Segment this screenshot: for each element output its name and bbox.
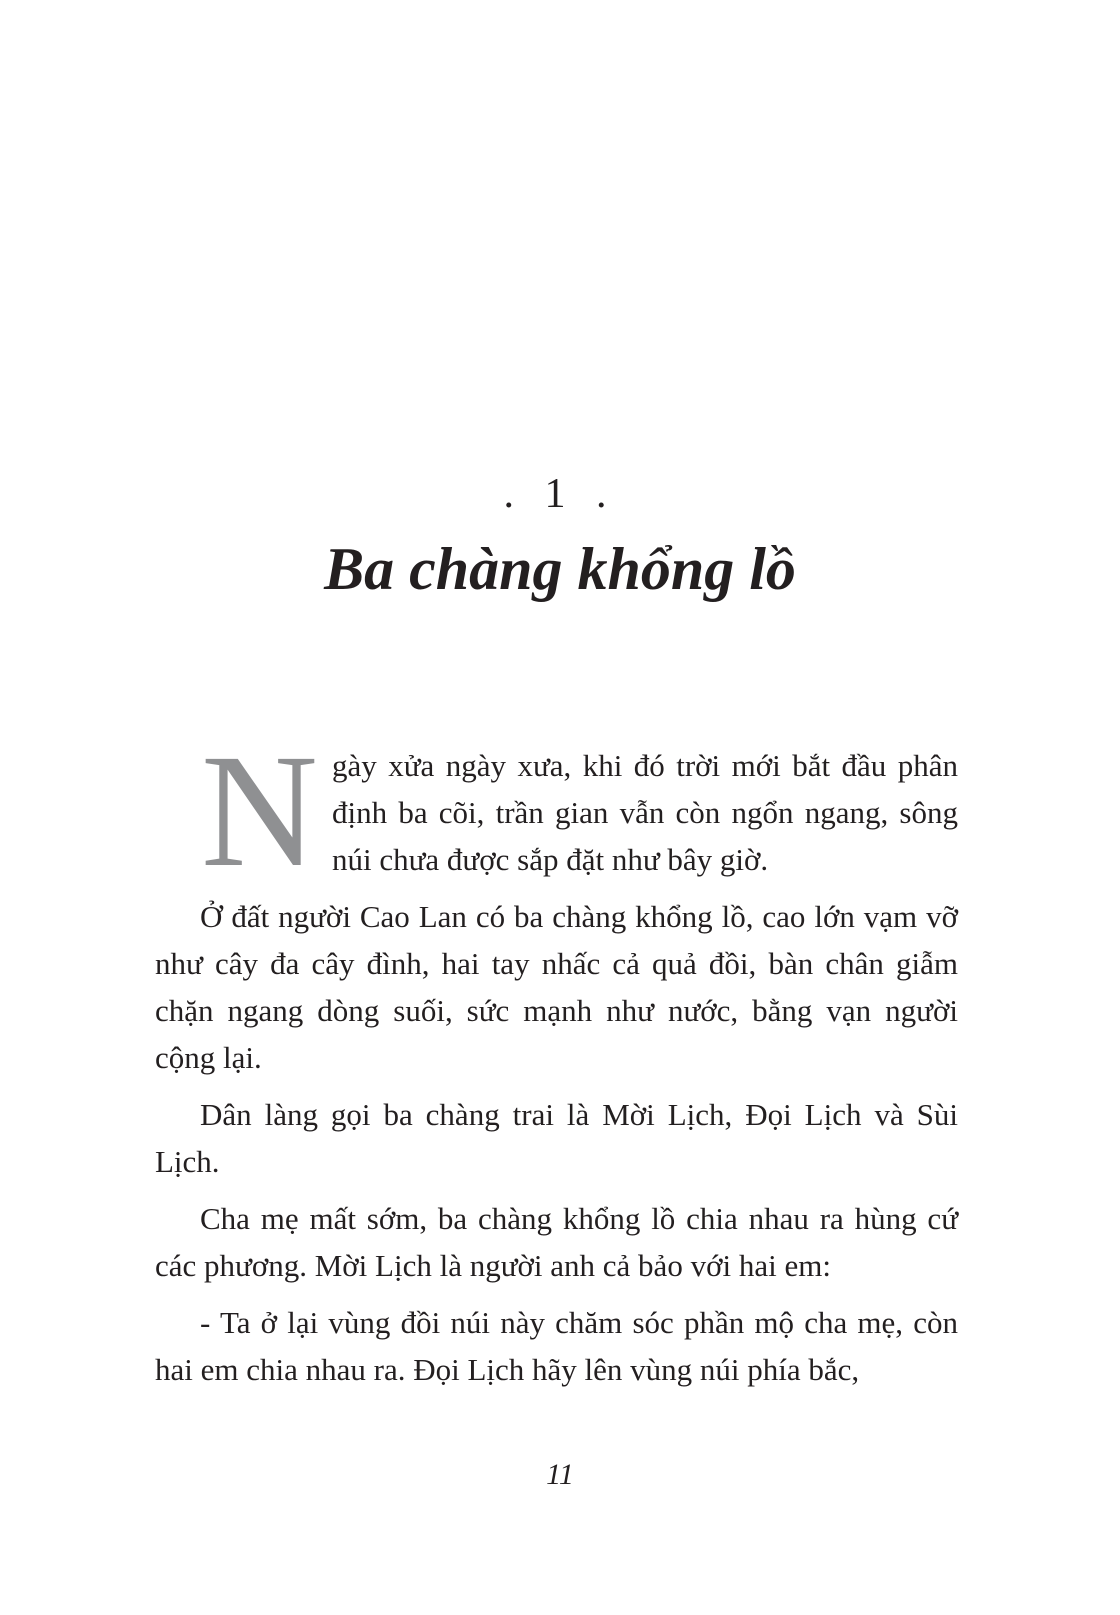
paragraph-2: Ở đất người Cao Lan có ba chàng khổng lồ, cao lớn vạm vỡ như cây đa cây đình, hai tay nhấc cả quả đồi, bàn chân giẫm chặn ngang dòng suối, sức mạnh như nước, bằng vạn người cộng lại. <box>155 899 958 1075</box>
body-text <box>155 722 958 1403</box>
paragraph-3: Dân làng gọi ba chàng trai là Mời Lịch, Đọi Lịch và Sùi Lịch. <box>155 1097 958 1179</box>
chapter-number: . 1 . <box>503 471 617 517</box>
paragraph-1 <box>155 722 958 901</box>
chapter-title: Ba chàng khổng lồ <box>324 536 796 602</box>
page-number: 11 <box>546 1458 574 1491</box>
drop-cap: N <box>201 722 318 901</box>
paragraph-5: - Ta ở lại vùng đồi núi này chăm sóc phần mộ cha mẹ, còn hai em chia nhau ra. Đọi Lịch hãy lên vùng núi phía bắc, <box>155 1305 958 1387</box>
paragraph-4: Cha mẹ mất sớm, ba chàng khổng lồ chia nhau ra hùng cứ các phương. Mời Lịch là người anh cả bảo với hai em: <box>155 1201 958 1283</box>
paragraph-1-text: gày xửa ngày xưa, khi đó trời mới bắt đầu phân định ba cõi, trần gian vẫn còn ngổn ngang, sông núi chưa được sắp đặt như bây giờ. <box>332 748 958 877</box>
